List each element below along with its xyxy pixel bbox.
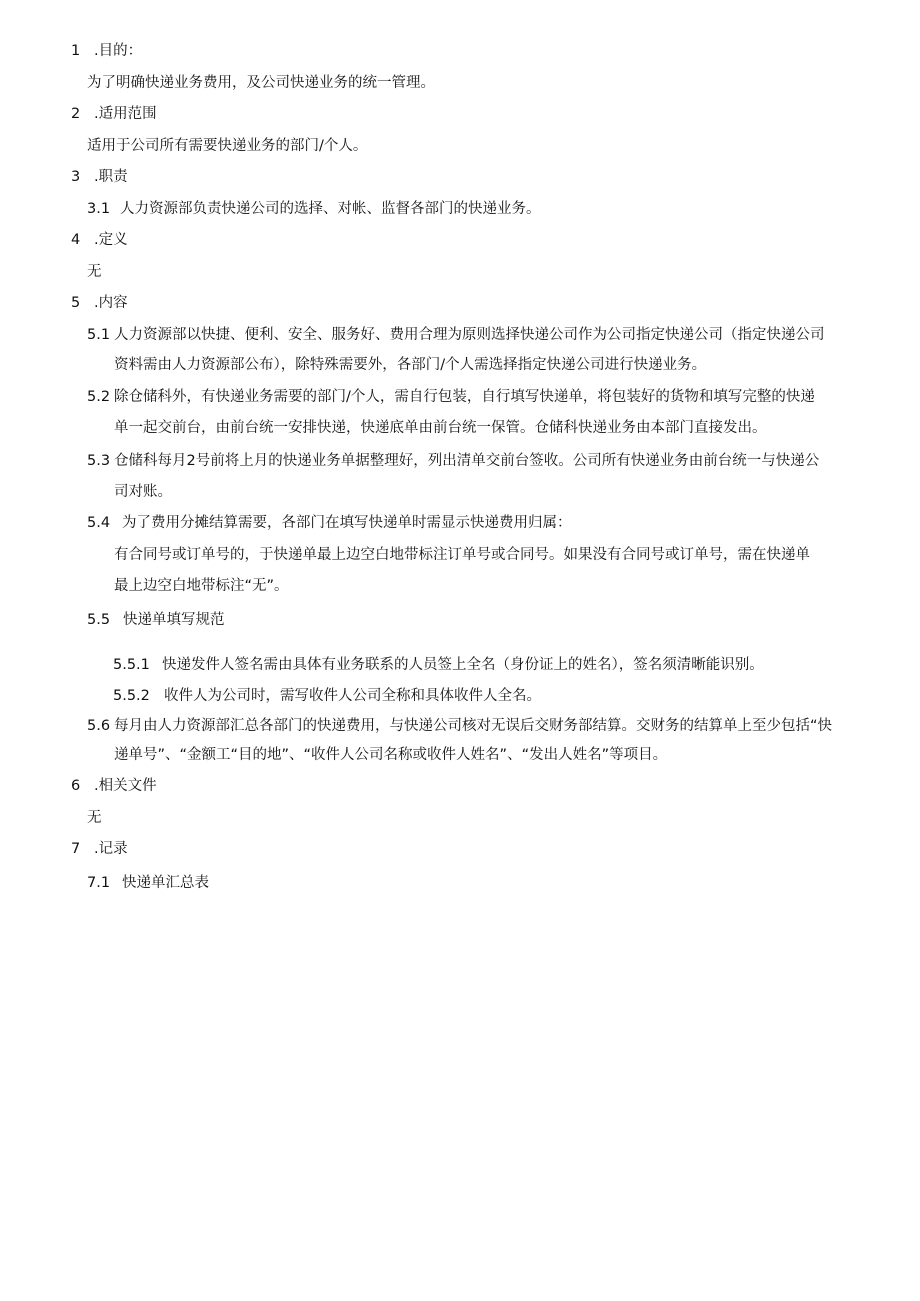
section-4-body: 无 xyxy=(87,264,102,280)
section-7-title: .记录 xyxy=(94,841,128,857)
section-6-number: 6 xyxy=(71,778,81,794)
section-3-title: .职责 xyxy=(94,169,128,185)
item-5-5-title: 快递单填写规范 xyxy=(123,612,225,628)
item-5-6-line-2: 递单号”、“金额工“目的地”、“收件人公司名称或收件人姓名”、“发出人姓名”等项目。 xyxy=(114,747,668,763)
section-5-title: .内容 xyxy=(94,295,128,311)
section-6-body: 无 xyxy=(87,810,102,826)
section-5-number: 5 xyxy=(71,295,81,311)
section-1-number: 1 xyxy=(71,43,81,59)
item-5-1-number: 5.1 xyxy=(87,327,111,343)
item-5-6-line-1: 每月由人力资源部汇总各部门的快递费用，与快递公司核对无误后交财务部结算。交财务的结算单上至少包括“快 xyxy=(114,718,833,734)
item-3-1-text: 人力资源部负责快递公司的选择、对帐、监督各部门的快递业务。 xyxy=(120,201,541,217)
item-5-6-number: 5.6 xyxy=(87,718,111,734)
section-1-body: 为了明确快递业务费用，及公司快递业务的统一管理。 xyxy=(87,75,435,91)
section-7-number: 7 xyxy=(71,841,81,857)
item-7-1-text: 快递单汇总表 xyxy=(122,875,209,891)
item-5-2-line-2: 单一起交前台，由前台统一安排快递，快递底单由前台统一保管。仓储科快递业务由本部门直接发出。 xyxy=(114,420,767,436)
item-5-4-line-1: 为了费用分摊结算需要，各部门在填写快递单时需显示快递费用归属： xyxy=(122,515,572,531)
item-5-2-number: 5.2 xyxy=(87,389,111,405)
item-5-5-2-number: 5.5.2 xyxy=(113,688,150,704)
section-1-title: .目的： xyxy=(94,43,143,59)
item-7-1-number: 7.1 xyxy=(87,875,111,891)
section-2-body: 适用于公司所有需要快递业务的部门/个人。 xyxy=(87,138,368,154)
section-3-number: 3 xyxy=(71,169,81,185)
item-5-3-line-2: 司对账。 xyxy=(114,484,172,500)
item-5-1-line-2: 资料需由人力资源部公布），除特殊需要外，各部门/个人需选择指定快递公司进行快递业务。 xyxy=(114,357,707,373)
item-5-4-line-3: 最上边空白地带标注“无”。 xyxy=(114,578,289,594)
section-6-title: .相关文件 xyxy=(94,778,157,794)
item-5-3-number: 5.3 xyxy=(87,453,111,469)
item-5-2-line-1: 除仓储科外，有快递业务需要的部门/个人，需自行包装，自行填写快递单，将包装好的货物和填写完整的快递 xyxy=(114,389,815,405)
item-5-3-line-1: 仓储科每月2号前将上月的快递业务单据整理好，列出清单交前台签收。公司所有快递业务由前台统一与快递公 xyxy=(114,453,820,469)
item-5-5-number: 5.5 xyxy=(87,612,111,628)
section-2-number: 2 xyxy=(71,106,81,122)
item-5-4-number: 5.4 xyxy=(87,515,111,531)
item-3-1-number: 3.1 xyxy=(87,201,111,217)
section-4-title: .定义 xyxy=(94,232,128,248)
item-5-4-line-2: 有合同号或订单号的，于快递单最上边空白地带标注订单号或合同号。如果没有合同号或订单号，需在快递单 xyxy=(114,547,810,563)
section-4-number: 4 xyxy=(71,232,81,248)
item-5-5-2-text: 收件人为公司时，需写收件人公司全称和具体收件人全名。 xyxy=(164,688,541,704)
item-5-1-line-1: 人力资源部以快捷、便利、安全、服务好、费用合理为原则选择快递公司作为公司指定快递公司（指定快递公司 xyxy=(114,327,825,343)
item-5-5-1-number: 5.5.1 xyxy=(113,657,150,673)
section-2-title: .适用范围 xyxy=(94,106,157,122)
item-5-5-1-text: 快递发件人签名需由具体有业务联系的人员签上全名（身份证上的姓名），签名须清晰能识别。 xyxy=(162,657,764,673)
